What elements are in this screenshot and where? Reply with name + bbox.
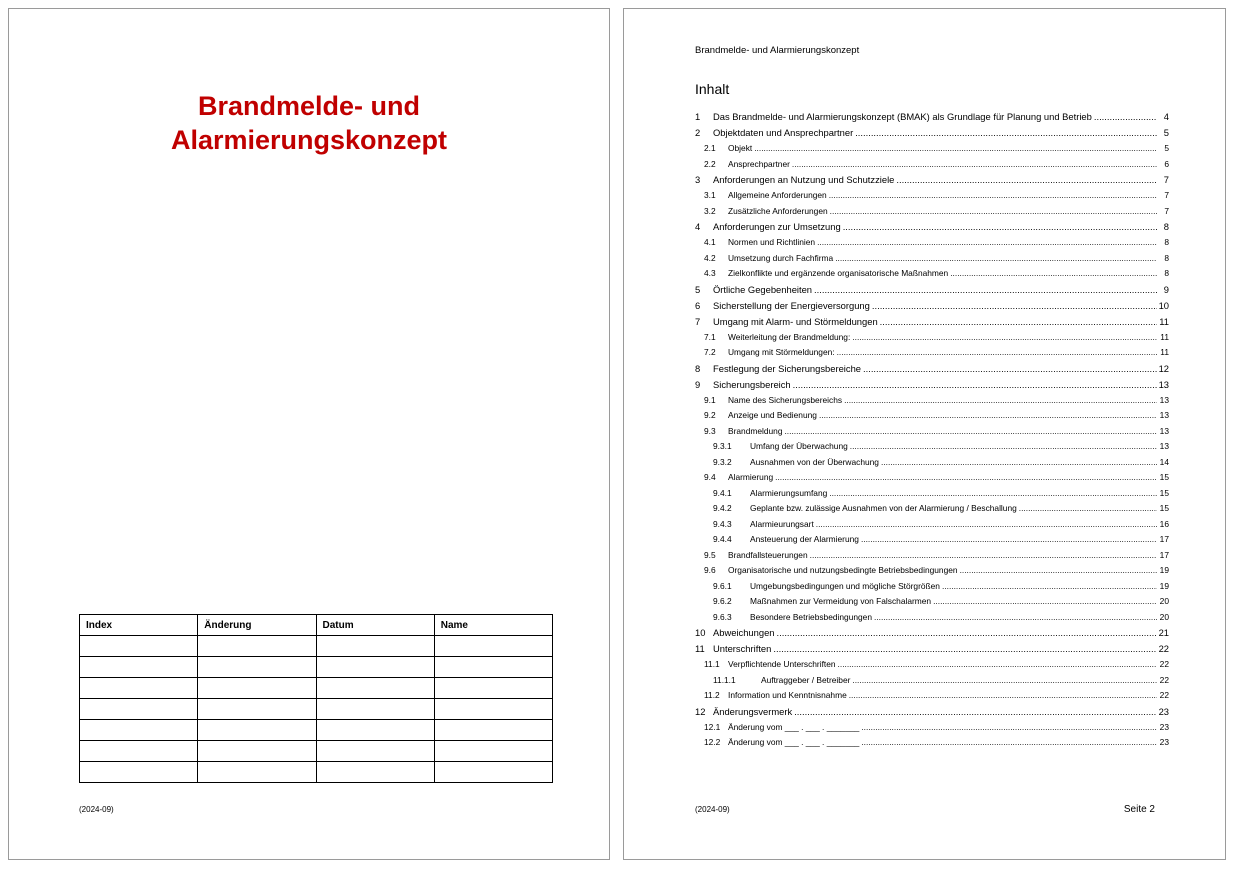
toc-entry[interactable] [695, 548, 1169, 564]
toc-entry-page: 5 [1164, 143, 1169, 153]
toc-entry-number: 2 [695, 127, 701, 138]
toc-entry-title: Weiterleitung der Brandmeldung: [728, 331, 851, 342]
toc-entry-number: 8 [695, 362, 701, 374]
toc-entry-page: 20 [1159, 596, 1169, 606]
toc-entry-title: Änderung vom ___ . ___ . _______ [728, 737, 860, 747]
toc-entry[interactable] [695, 594, 1169, 610]
toc-entry-title: Anforderungen an Nutzung und Schutzziele [713, 174, 895, 185]
toc-dot-leader [855, 125, 1157, 141]
toc-dot-leader [838, 657, 1157, 673]
toc-dot-leader [775, 470, 1157, 486]
revision-cell[interactable] [316, 720, 434, 741]
toc-entry-number: 9.4.2 [713, 503, 732, 513]
toc-dot-leader [861, 720, 1157, 736]
toc-entry[interactable] [695, 455, 1169, 471]
toc-entry-number: 9.6 [704, 565, 716, 575]
title-line-1: Brandmelde- und [197, 91, 420, 121]
toc-entry-title: Ansprechpartner [728, 158, 790, 169]
toc-entry-title: Alarmierungsumfang [750, 487, 828, 498]
revision-cell[interactable] [198, 762, 316, 783]
toc-entry-page: 13 [1159, 441, 1169, 451]
toc-entry[interactable] [695, 251, 1169, 267]
revision-row [80, 699, 553, 720]
toc-entry-title: Alarmieurungsart [750, 518, 814, 529]
toc-entry[interactable] [695, 298, 1169, 314]
toc-entry-title: Alarmierung [728, 472, 774, 482]
toc-entry-number: 9.4.1 [713, 487, 732, 498]
toc-entry-title: Sicherungsbereich [713, 378, 791, 390]
revision-cell[interactable] [80, 678, 198, 699]
revision-cell[interactable] [434, 720, 552, 741]
toc-entry-page: 7 [1164, 190, 1169, 200]
toc-dot-leader [950, 266, 1157, 282]
toc-entry-number: 9.5 [704, 549, 716, 560]
toc-entry[interactable] [695, 486, 1169, 502]
toc-entry-title: Geplante bzw. zulässige Ausnahmen von der Alarmierung / Beschallung [750, 503, 1017, 513]
toc-entry-number: 3.2 [704, 205, 716, 216]
revision-cell[interactable] [198, 741, 316, 762]
toc-entry-page: 13 [1159, 425, 1169, 436]
toc-entry-number: 11.1 [704, 659, 720, 669]
toc-page [623, 8, 1226, 860]
toc-entry-title: Objektdaten und Ansprechpartner [713, 127, 854, 138]
toc-entry-page: 20 [1159, 611, 1169, 622]
toc-footer-date: (2024-09) [695, 805, 730, 814]
toc-dot-leader [852, 330, 1157, 346]
revision-row [80, 741, 553, 762]
toc-entry-page: 9 [1163, 283, 1169, 295]
toc-entry[interactable] [695, 125, 1169, 141]
toc-entry[interactable] [695, 439, 1169, 455]
toc-dot-leader [793, 377, 1157, 393]
toc-dot-leader [817, 235, 1157, 251]
toc-entry-number: 7.2 [704, 347, 716, 357]
toc-entry-number: 9.3.2 [713, 456, 732, 467]
toc-entry-title: Brandmeldung [728, 425, 783, 436]
toc-dot-leader [794, 704, 1156, 720]
toc-entry[interactable] [695, 204, 1169, 220]
toc-entry-title: Änderungsvermerk [713, 705, 793, 717]
toc-entry-number: 5 [695, 283, 701, 295]
toc-entry-number: 9.6.2 [713, 596, 732, 606]
toc-dot-leader [843, 219, 1157, 235]
toc-entry-title: Organisatorische und nutzungsbedingte Betriebsbedingungen [728, 565, 958, 575]
toc-entry-page: 23 [1159, 737, 1169, 747]
toc-entry-title: Anforderungen zur Umsetzung [713, 221, 841, 232]
revision-table-body [80, 636, 553, 783]
toc-entry-page: 19 [1159, 580, 1169, 591]
toc-entry[interactable] [695, 314, 1169, 330]
toc-entry-title: Normen und Richtlinien [728, 237, 816, 247]
toc-entry[interactable] [695, 720, 1169, 736]
toc-entry-page: 23 [1159, 721, 1169, 732]
toc-dot-leader [880, 314, 1157, 330]
toc-dot-leader [837, 345, 1157, 361]
toc-dot-leader [942, 579, 1157, 595]
toc-entry-title: Umsetzung durch Fachfirma [728, 252, 834, 263]
toc-entry-page: 22 [1158, 643, 1169, 654]
running-header: Brandmelde- und Alarmierungskonzept [695, 45, 860, 56]
toc-entry-page: 13 [1159, 410, 1169, 420]
toc-entry-title: Umgang mit Alarm- und Störmeldungen [713, 315, 878, 327]
toc-entry-page: 15 [1159, 503, 1169, 513]
toc-entry-page: 14 [1159, 456, 1169, 467]
revision-cell[interactable] [198, 657, 316, 678]
toc-entry-number: 6 [695, 299, 701, 311]
toc-entry-number: 9.6.1 [713, 580, 732, 591]
toc-entry-title: Sicherstellung der Energieversorgung [713, 299, 870, 311]
toc-entry-number: 9 [695, 378, 701, 390]
toc-entry-page: 4 [1163, 111, 1169, 122]
toc-entry-number: 9.4.3 [713, 518, 732, 529]
toc-entry-page: 8 [1164, 268, 1169, 278]
toc-dot-leader [773, 641, 1156, 657]
toc-dot-leader [861, 735, 1157, 751]
toc-entry[interactable] [695, 563, 1169, 579]
revision-cell[interactable] [434, 636, 552, 657]
toc-entry[interactable] [695, 393, 1169, 409]
toc-entry[interactable] [695, 219, 1169, 235]
toc-dot-leader [829, 188, 1157, 204]
toc-entry-page: 11 [1160, 347, 1169, 357]
toc-entry-page: 22 [1159, 659, 1169, 669]
toc-entry[interactable] [695, 532, 1169, 548]
toc-entry[interactable] [695, 579, 1169, 595]
revision-cell[interactable] [80, 741, 198, 762]
toc-entry-page: 8 [1163, 221, 1169, 232]
toc-entry-title: Zusätzliche Anforderungen [728, 205, 828, 216]
toc-entry-title: Unterschriften [713, 643, 772, 654]
toc-entry[interactable] [695, 330, 1169, 346]
toc-entry[interactable] [695, 610, 1169, 626]
toc-dot-leader [754, 141, 1157, 157]
revision-cell[interactable] [316, 741, 434, 762]
toc-entry-number: 12.2 [704, 737, 721, 747]
toc-entry-page: 11 [1160, 331, 1169, 342]
toc-entry-title: Ausnahmen von der Überwachung [750, 456, 879, 467]
toc-entry-title: Zielkonflikte und ergänzende organisatorische Maßnahmen [728, 268, 949, 278]
revision-row [80, 678, 553, 699]
toc-entry-number: 9.2 [704, 410, 716, 420]
toc-entry-page: 15 [1159, 472, 1169, 482]
revision-cell[interactable] [316, 636, 434, 657]
header-aenderung: Änderung [198, 615, 316, 636]
header-index: Index [80, 615, 198, 636]
toc-entry-number: 9.4 [704, 472, 716, 482]
toc-entry-number: 9.1 [704, 394, 716, 405]
toc-entry-title: Information und Kenntnisnahme [728, 690, 847, 700]
toc-entry-title: Umgebungsbedingungen und mögliche Störgrößen [750, 580, 940, 591]
revision-cell[interactable] [434, 678, 552, 699]
revision-cell[interactable] [316, 699, 434, 720]
toc-entry-title: Örtliche Gegebenheiten [713, 283, 813, 295]
toc-entry[interactable] [695, 501, 1169, 517]
toc-entry-number: 7.1 [704, 331, 716, 342]
toc-entry[interactable] [695, 517, 1169, 533]
revision-cell[interactable] [434, 657, 552, 678]
toc-entry-title: Festlegung der Sicherungsbereiche [713, 362, 862, 374]
toc-entry-title: Objekt [728, 143, 753, 153]
revision-row [80, 636, 553, 657]
toc-dot-leader [896, 172, 1157, 188]
toc-entry[interactable] [695, 266, 1169, 282]
toc-entry[interactable] [695, 157, 1169, 173]
toc-entry-title: Maßnahmen zur Vermeidung von Falschalarmen [750, 596, 932, 606]
toc-entry[interactable] [695, 625, 1169, 641]
toc-dot-leader [852, 673, 1157, 689]
toc-entry-page: 23 [1158, 705, 1169, 717]
toc-entry-page: 7 [1163, 174, 1169, 185]
toc-entry-title: Name des Sicherungsbereichs [728, 394, 843, 405]
toc-entry[interactable] [695, 424, 1169, 440]
toc-dot-leader [933, 594, 1157, 610]
toc-entry-page: 13 [1158, 378, 1169, 390]
toc-entry-page: 5 [1163, 127, 1169, 138]
cover-page [8, 8, 610, 860]
toc-entry-page: 8 [1164, 237, 1169, 247]
toc-heading: Inhalt [695, 81, 730, 97]
header-name: Name [434, 615, 552, 636]
revision-cell[interactable] [434, 762, 552, 783]
toc-entry-number: 1 [695, 111, 701, 122]
toc-entry-title: Brandfallsteuerungen [728, 549, 808, 560]
revision-cell[interactable] [198, 636, 316, 657]
toc-entry-number: 10 [695, 627, 706, 638]
toc-dot-leader [850, 439, 1157, 455]
toc-entry-number: 4.1 [704, 237, 716, 247]
toc-entry-title: Abweichungen [713, 627, 775, 638]
revision-cell[interactable] [198, 699, 316, 720]
toc-entry-number: 4.2 [704, 252, 716, 263]
toc-entry[interactable] [695, 657, 1169, 673]
toc-entry-page: 8 [1164, 252, 1169, 263]
toc-entry[interactable] [695, 735, 1169, 751]
toc-entry[interactable] [695, 408, 1169, 424]
toc-dot-leader [819, 408, 1157, 424]
page-number: Seite 2 [1123, 804, 1155, 815]
toc-entry[interactable] [695, 235, 1169, 251]
toc-entry-number: 3 [695, 174, 701, 185]
revision-cell[interactable] [434, 699, 552, 720]
toc-entry-page: 13 [1159, 394, 1169, 405]
toc-entry-number: 11.1.1 [713, 674, 736, 685]
cover-footer-date: (2024-09) [79, 805, 114, 814]
toc-entry-title: Verpflichtende Unterschriften [728, 659, 836, 669]
toc-entry-title: Umfang der Überwachung [750, 441, 848, 451]
toc-entry-page: 11 [1159, 315, 1169, 327]
toc-entry-title: Besondere Betriebsbedingungen [750, 611, 872, 622]
toc-entry[interactable] [695, 188, 1169, 204]
revision-table-header [80, 615, 553, 636]
toc-entry[interactable] [695, 282, 1169, 298]
toc-entry[interactable] [695, 361, 1169, 377]
toc-entry[interactable] [695, 377, 1169, 393]
toc-entry-title: Das Brandmelde- und Alarmierungskonzept (BMAK) als Grundlage für Planung und Betrieb [713, 111, 1092, 122]
toc-entry-title: Änderung vom ___ . ___ . _______ [728, 721, 860, 732]
toc-dot-leader [792, 157, 1157, 173]
toc-entry-title: Anzeige und Bedienung [728, 410, 817, 420]
toc-entry[interactable] [695, 470, 1169, 486]
toc-dot-leader [872, 298, 1157, 314]
toc-dot-leader [829, 486, 1157, 502]
toc-entry-number: 4 [695, 221, 701, 232]
toc-dot-leader [960, 563, 1157, 579]
toc-entry-number: 2.1 [704, 143, 716, 153]
toc-entry-page: 12 [1158, 362, 1169, 374]
revision-cell[interactable] [316, 657, 434, 678]
toc-entry-page: 22 [1159, 690, 1169, 700]
revision-row [80, 657, 553, 678]
toc-dot-leader [784, 424, 1157, 440]
header-datum: Datum [316, 615, 434, 636]
toc-dot-leader [777, 625, 1157, 641]
toc-entry-title: Ansteuerung der Alarmierung [750, 534, 859, 544]
toc-dot-leader [849, 688, 1157, 704]
title-line-2: Alarmierungskonzept [170, 125, 448, 155]
revision-cell[interactable] [434, 741, 552, 762]
toc-entry-title: Allgemeine Anforderungen [728, 190, 827, 200]
revision-cell[interactable] [316, 678, 434, 699]
toc-entry-number: 11.2 [704, 690, 720, 700]
toc-entry-page: 17 [1159, 549, 1169, 560]
revision-cell[interactable] [80, 699, 198, 720]
toc-entry-number: 9.3 [704, 425, 716, 436]
revision-cell[interactable] [80, 762, 198, 783]
document-title [9, 89, 609, 157]
revision-cell[interactable] [80, 657, 198, 678]
revision-cell[interactable] [316, 762, 434, 783]
toc-dot-leader [810, 548, 1157, 564]
toc-entry-title: Auftraggeber / Betreiber [761, 674, 851, 685]
toc-entry-number: 3.1 [704, 190, 716, 200]
revision-table [79, 614, 553, 783]
toc-entry-page: 6 [1164, 158, 1169, 169]
toc-dot-leader [874, 610, 1157, 626]
revision-cell[interactable] [198, 678, 316, 699]
toc-entry-number: 9.6.3 [713, 611, 732, 622]
revision-row [80, 762, 553, 783]
toc-entry[interactable] [695, 141, 1169, 157]
toc-dot-leader [1019, 501, 1157, 517]
toc-entry-number: 9.4.4 [713, 534, 732, 544]
toc-entry[interactable] [695, 345, 1169, 361]
toc-entry-page: 17 [1159, 534, 1169, 544]
toc-dot-leader [814, 282, 1157, 298]
revision-cell[interactable] [80, 636, 198, 657]
toc-entry-page: 22 [1159, 674, 1169, 685]
toc-entry[interactable] [695, 704, 1169, 720]
table-of-contents [695, 109, 1169, 751]
toc-entry[interactable] [695, 109, 1169, 125]
toc-entry-title: Umgang mit Störmeldungen: [728, 347, 835, 357]
toc-entry[interactable] [695, 688, 1169, 704]
toc-entry-number: 7 [695, 315, 701, 327]
toc-entry-number: 2.2 [704, 158, 716, 169]
toc-entry[interactable] [695, 641, 1169, 657]
toc-entry-page: 21 [1158, 627, 1169, 638]
toc-entry[interactable] [695, 172, 1169, 188]
toc-entry-number: 9.3.1 [713, 441, 732, 451]
toc-dot-leader [830, 204, 1157, 220]
toc-dot-leader [816, 517, 1157, 533]
toc-dot-leader [881, 455, 1157, 471]
toc-entry-number: 12.1 [704, 721, 721, 732]
toc-dot-leader [1094, 109, 1157, 125]
toc-dot-leader [835, 251, 1157, 267]
toc-entry-page: 10 [1158, 299, 1169, 311]
toc-entry-page: 15 [1159, 487, 1169, 498]
toc-entry-number: 12 [695, 705, 706, 717]
toc-entry-page: 16 [1159, 518, 1169, 529]
toc-dot-leader [844, 393, 1157, 409]
toc-dot-leader [863, 361, 1157, 377]
toc-entry[interactable] [695, 673, 1169, 689]
toc-dot-leader [861, 532, 1157, 548]
revision-cell[interactable] [198, 720, 316, 741]
revision-row [80, 720, 553, 741]
toc-entry-page: 7 [1164, 205, 1169, 216]
revision-cell[interactable] [80, 720, 198, 741]
toc-entry-number: 4.3 [704, 268, 716, 278]
toc-entry-number: 11 [695, 643, 705, 654]
toc-entry-page: 19 [1159, 565, 1169, 575]
